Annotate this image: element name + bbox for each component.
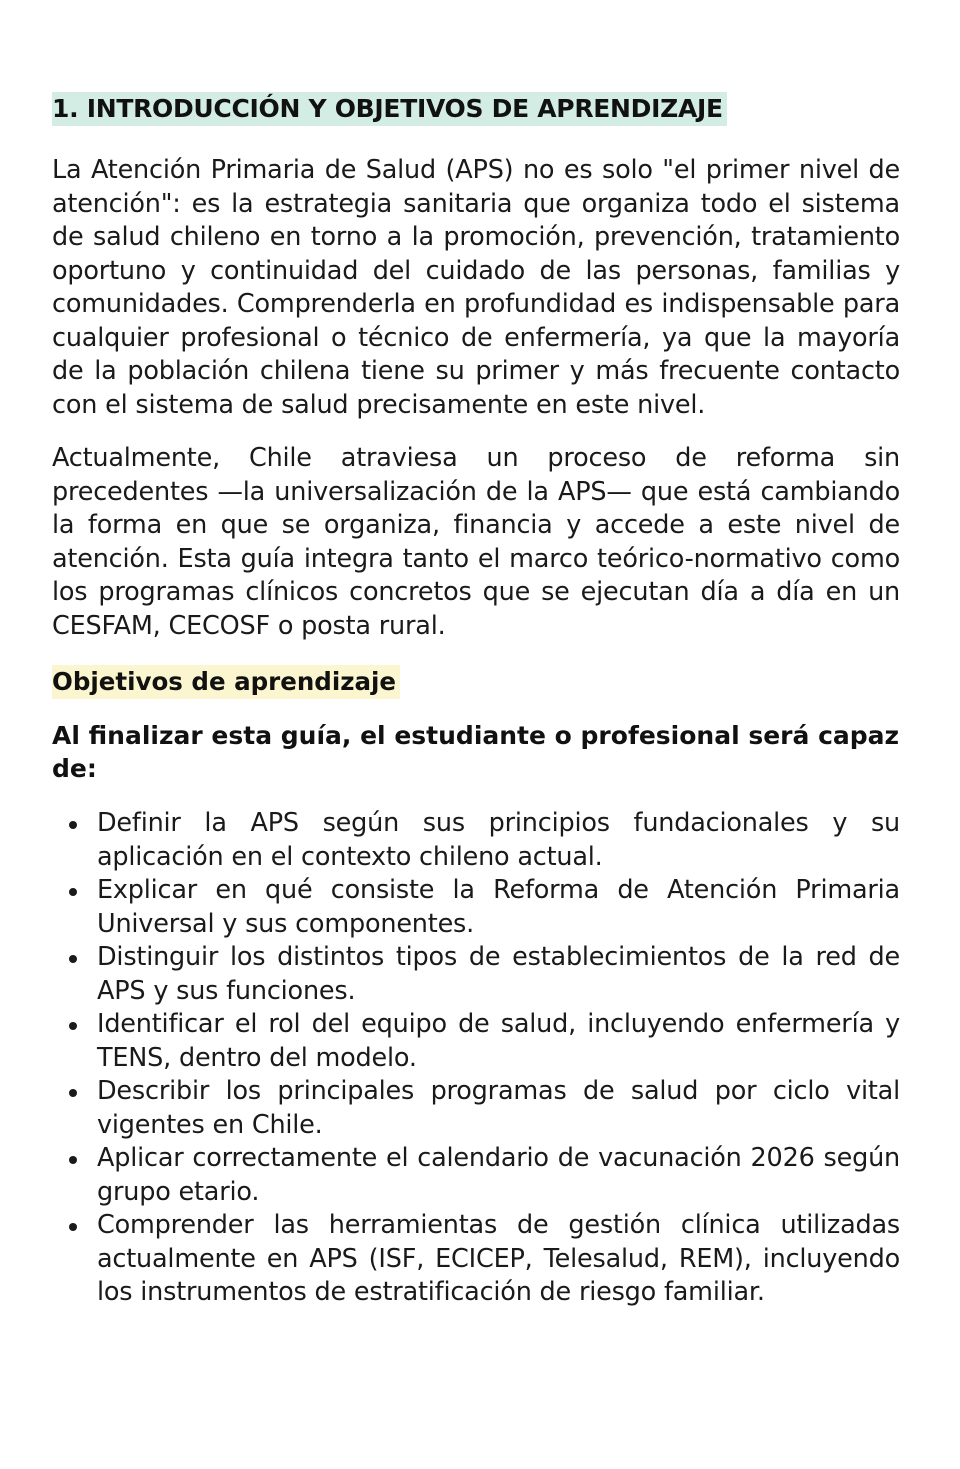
document-page (52, 92, 900, 1310)
list-item (52, 1008, 900, 1075)
list-item-text: Explicar en qué consiste la Reforma de Atención Primaria Universal y sus componentes. (97, 875, 900, 939)
list-item-text: Distinguir los distintos tipos de establecimientos de la red de APS y sus funciones. (97, 942, 900, 1006)
list-item (52, 1075, 900, 1142)
list-item-text: Identificar el rol del equipo de salud, incluyendo enfermería y TENS, dentro del modelo. (97, 1009, 900, 1073)
bullet-icon (69, 1089, 77, 1097)
list-item (52, 1209, 900, 1310)
list-item (52, 807, 900, 874)
list-item (52, 1142, 900, 1209)
bullet-icon (69, 1022, 77, 1030)
bullet-icon (69, 1156, 77, 1164)
bullet-icon (69, 821, 77, 829)
bullet-icon (69, 955, 77, 963)
list-item-text: Comprender las herramientas de gestión clínica utilizadas actualmente en APS (ISF, ECICEP, Telesalud, REM), incluyendo los instrumentos de estratificación de riesgo familiar. (97, 1210, 900, 1307)
objectives-heading: Objetivos de aprendizaje (52, 665, 400, 699)
list-item-text: Aplicar correctamente el calendario de vacunación 2026 según grupo etario. (97, 1143, 900, 1207)
list-item-text: Definir la APS según sus principios fundacionales y su aplicación en el contexto chileno actual. (97, 808, 900, 872)
objectives-lead: Al finalizar esta guía, el estudiante o profesional será capaz de: (52, 721, 900, 783)
intro-paragraph-2: Actualmente, Chile atraviesa un proceso de reforma sin precedentes —la universalización de la APS— que está cambiando la forma en que se organiza, financia y accede a este nivel de atención. Esta guía integra tanto el marco teórico-normativo como los programas clínicos concretos que se ejecutan día a día en un CESFAM, CECOSF o posta rural. (52, 443, 900, 641)
list-item (52, 941, 900, 1008)
list-item-text: Describir los principales programas de salud por ciclo vital vigentes en Chile. (97, 1076, 900, 1140)
intro-paragraph-1: La Atención Primaria de Salud (APS) no es solo "el primer nivel de atención": es la estrategia sanitaria que organiza todo el sistema de salud chileno en torno a la promoción, prevención, tratamiento oportuno y continuidad del cuidado de las personas, familias y comunidades. Comprenderla en profundidad es indispensable para cualquier profesional o técnico de enfermería, ya que la mayoría de la población chilena tiene su primer y más frecuente contacto con el sistema de salud precisamente en este nivel. (52, 155, 900, 420)
section-title: 1. INTRODUCCIÓN Y OBJETIVOS DE APRENDIZAJE (52, 92, 727, 126)
bullet-icon (69, 1223, 77, 1231)
list-item (52, 874, 900, 941)
bullet-icon (69, 888, 77, 896)
objectives-list (52, 807, 900, 1310)
